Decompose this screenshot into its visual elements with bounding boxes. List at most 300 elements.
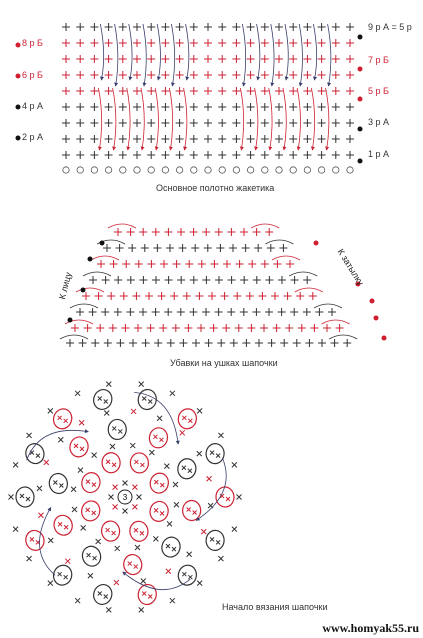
grid-plus-stitch xyxy=(261,151,269,159)
chart1-left-label-1: 8 р Б xyxy=(22,38,43,48)
grid-plus-stitch xyxy=(62,39,70,47)
ear-plus-stitch xyxy=(230,339,238,347)
chart2-left-label: К лицу xyxy=(57,271,74,301)
outer-cross xyxy=(237,495,242,500)
grid-plus-stitch xyxy=(204,135,212,143)
stitch-arrow xyxy=(299,24,302,86)
ear-plus-stitch xyxy=(84,324,92,332)
grid-plus-stitch xyxy=(147,151,155,159)
middle-puff xyxy=(182,500,201,520)
ear-plus-stitch xyxy=(116,244,124,252)
grid-plus-stitch xyxy=(105,151,113,159)
ear-plus-stitch xyxy=(142,339,150,347)
ear-plus-stitch xyxy=(210,324,218,332)
ear-plus-stitch xyxy=(284,292,292,300)
puff-cross xyxy=(112,463,116,467)
ring-cross xyxy=(180,430,185,435)
puff-cross xyxy=(182,572,186,576)
ear-plus-stitch xyxy=(205,339,213,347)
ring-cross xyxy=(65,559,70,564)
grid-plus-stitch xyxy=(190,119,198,127)
chain-stitch xyxy=(304,167,310,173)
ring-cross xyxy=(173,482,178,487)
decrease-arc xyxy=(91,256,119,260)
ear-plus-stitch xyxy=(197,324,205,332)
ear-plus-stitch xyxy=(221,292,229,300)
grid-plus-stitch xyxy=(62,71,70,79)
outer-cross xyxy=(13,527,18,532)
row-dot xyxy=(100,241,105,246)
grid-plus-stitch xyxy=(346,39,354,47)
middle-puff xyxy=(159,535,182,559)
grid-plus-stitch xyxy=(105,39,113,47)
chain-stitch xyxy=(205,167,211,173)
ear-plus-stitch xyxy=(97,260,105,268)
ear-plus-stitch xyxy=(95,292,103,300)
grid-plus-stitch xyxy=(289,23,297,31)
grid-plus-stitch xyxy=(90,135,98,143)
puff-cross xyxy=(104,594,108,598)
grid-plus-stitch xyxy=(303,87,311,95)
grid-plus-stitch xyxy=(147,39,155,47)
grid-plus-stitch xyxy=(119,103,127,111)
stitch-arrow-red xyxy=(127,88,130,150)
ear-plus-stitch xyxy=(147,260,155,268)
grid-plus-stitch xyxy=(261,119,269,127)
center-cross xyxy=(113,504,118,509)
grid-plus-stitch xyxy=(133,87,141,95)
chain-stitch xyxy=(77,167,83,173)
ring-cross xyxy=(187,552,192,557)
ear-plus-stitch xyxy=(208,292,216,300)
ear-plus-stitch xyxy=(258,292,266,300)
puff-cross xyxy=(98,397,102,401)
ear-plus-stitch xyxy=(285,324,293,332)
puff-cross xyxy=(166,544,170,548)
ear-plus-stitch xyxy=(177,228,185,236)
ear-plus-stitch xyxy=(134,324,142,332)
chain-stitch xyxy=(148,167,154,173)
ring-cross xyxy=(71,487,76,492)
grid-plus-stitch xyxy=(105,135,113,143)
ring-cross xyxy=(153,536,158,541)
grid-plus-stitch xyxy=(261,87,269,95)
ring-cross xyxy=(96,539,101,544)
outer-puff xyxy=(24,528,47,552)
ear-plus-stitch xyxy=(227,308,235,316)
decrease-arc xyxy=(322,320,350,324)
puff-cross xyxy=(30,537,34,541)
row-dot xyxy=(358,97,363,102)
stitch-arrow xyxy=(186,24,189,80)
grid-plus-stitch xyxy=(133,151,141,159)
grid-plus-stitch xyxy=(76,135,84,143)
stitch-arrow xyxy=(171,24,174,86)
grid-plus-stitch xyxy=(76,55,84,63)
grid-plus-stitch xyxy=(289,87,297,95)
grid-plus-stitch xyxy=(303,23,311,31)
ear-plus-stitch xyxy=(248,260,256,268)
ear-plus-stitch xyxy=(173,260,181,268)
ear-plus-stitch xyxy=(127,228,135,236)
grid-plus-stitch xyxy=(90,151,98,159)
puff-cross xyxy=(98,591,102,595)
ear-plus-stitch xyxy=(147,324,155,332)
grid-plus-stitch xyxy=(119,23,127,31)
ear-plus-stitch xyxy=(195,292,203,300)
stitch-arrow-red xyxy=(311,88,314,150)
outer-cross xyxy=(218,433,223,438)
grid-plus-stitch xyxy=(303,39,311,47)
puff-cross xyxy=(20,494,24,498)
grid-plus-stitch xyxy=(90,87,98,95)
puff-cross xyxy=(112,426,116,430)
chain-stitch xyxy=(162,167,168,173)
ear-plus-stitch xyxy=(184,324,192,332)
ear-plus-stitch xyxy=(122,260,130,268)
ear-plus-stitch xyxy=(179,244,187,252)
ear-plus-stitch xyxy=(261,260,269,268)
grid-plus-stitch xyxy=(176,87,184,95)
puff-cross xyxy=(148,400,152,404)
ear-plus-stitch xyxy=(279,244,287,252)
ear-plus-stitch xyxy=(76,308,84,316)
stitch-arrow xyxy=(285,24,288,80)
outer-puff xyxy=(177,564,199,587)
grid-plus-stitch xyxy=(105,23,113,31)
grid-plus-stitch xyxy=(261,103,269,111)
grid-plus-stitch xyxy=(133,135,141,143)
middle-puff xyxy=(108,419,126,439)
ear-plus-stitch xyxy=(202,308,210,316)
chain-stitch xyxy=(318,167,324,173)
row-dot xyxy=(358,159,363,164)
outer-cross xyxy=(48,581,53,586)
puff-cross xyxy=(216,540,220,544)
ring-cross xyxy=(201,529,206,534)
chain-stitch xyxy=(191,167,197,173)
grid-plus-stitch xyxy=(161,135,169,143)
ear-plus-stitch xyxy=(66,339,74,347)
puff-cross xyxy=(106,528,110,532)
ear-plus-stitch xyxy=(328,308,336,316)
ear-plus-stitch xyxy=(240,276,248,284)
grid-plus-stitch xyxy=(90,55,98,63)
puff-cross xyxy=(160,483,164,487)
ear-plus-stitch xyxy=(265,276,273,284)
puff-cross xyxy=(58,572,62,576)
ring-cross xyxy=(131,409,136,414)
grid-plus-stitch xyxy=(105,87,113,95)
ear-plus-stitch xyxy=(132,292,140,300)
row-dot xyxy=(358,67,363,72)
stitch-arrow-red xyxy=(113,88,116,150)
grid-plus-stitch xyxy=(161,103,169,111)
outer-puff xyxy=(205,530,225,552)
grid-plus-stitch xyxy=(346,71,354,79)
grid-plus-stitch xyxy=(204,55,212,63)
decrease-arc xyxy=(251,224,279,228)
ring-cross xyxy=(81,525,86,530)
ear-plus-stitch xyxy=(291,276,299,284)
center-number: 3 xyxy=(122,493,128,502)
grid-plus-stitch xyxy=(332,103,340,111)
grid-plus-stitch xyxy=(275,151,283,159)
grid-plus-stitch xyxy=(318,119,326,127)
decrease-arc xyxy=(108,224,136,228)
puff-cross xyxy=(86,508,90,512)
grid-plus-stitch xyxy=(261,39,269,47)
row-dot xyxy=(68,318,73,323)
grid-plus-stitch xyxy=(332,119,340,127)
puff-cross xyxy=(86,480,90,484)
chain-stitch xyxy=(105,167,111,173)
ring-cross xyxy=(115,546,120,551)
ear-plus-stitch xyxy=(298,324,306,332)
puff-cross xyxy=(93,556,97,560)
ear-plus-stitch xyxy=(101,308,109,316)
grid-plus-stitch xyxy=(275,103,283,111)
outer-puff xyxy=(15,486,35,507)
outer-cross xyxy=(75,391,80,396)
ear-plus-stitch xyxy=(189,308,197,316)
ring-cross xyxy=(37,486,42,491)
chart2-caption: Убавки на ушках шапочки xyxy=(170,358,278,368)
grid-plus-stitch xyxy=(346,103,354,111)
puff-cross xyxy=(36,454,40,458)
grid-plus-stitch xyxy=(62,87,70,95)
center-cross xyxy=(123,509,128,514)
grid-plus-stitch xyxy=(161,23,169,31)
ear-plus-stitch xyxy=(253,276,261,284)
center-cross xyxy=(123,481,128,486)
outer-cross xyxy=(218,556,223,561)
grid-plus-stitch xyxy=(90,119,98,127)
inner-puff xyxy=(148,471,171,495)
grid-plus-stitch xyxy=(133,103,141,111)
watermark: www.homyak55.ru xyxy=(322,621,419,635)
grid-plus-stitch xyxy=(218,87,226,95)
ear-plus-stitch xyxy=(165,276,173,284)
row-dot xyxy=(16,74,21,79)
ear-plus-stitch xyxy=(152,228,160,236)
row-dot xyxy=(314,241,319,246)
outer-cross xyxy=(197,408,202,413)
puff-cross xyxy=(134,460,138,464)
outer-cross xyxy=(48,408,53,413)
chain-stitch xyxy=(333,167,339,173)
ring-cross xyxy=(157,416,162,421)
grid-plus-stitch xyxy=(346,119,354,127)
ear-plus-stitch xyxy=(303,308,311,316)
ring-cross xyxy=(167,521,172,526)
ring-cross xyxy=(174,502,179,507)
outer-cross xyxy=(27,556,32,561)
grid-plus-stitch xyxy=(62,135,70,143)
grid-plus-stitch xyxy=(289,55,297,63)
grid-plus-stitch xyxy=(176,55,184,63)
outer-cross xyxy=(13,462,18,467)
ear-plus-stitch xyxy=(79,339,87,347)
row-dot xyxy=(370,299,375,304)
ear-plus-stitch xyxy=(336,324,344,332)
ear-plus-stitch xyxy=(114,308,122,316)
outer-cross xyxy=(197,581,202,586)
chain-stitch xyxy=(91,167,97,173)
grid-plus-stitch xyxy=(261,135,269,143)
stitch-arrow-red xyxy=(184,88,187,150)
grid-plus-stitch xyxy=(232,103,240,111)
grid-plus-stitch xyxy=(247,55,255,63)
puff-cross xyxy=(142,591,146,595)
puff-cross xyxy=(153,435,157,439)
ear-plus-stitch xyxy=(159,324,167,332)
ear-plus-stitch xyxy=(170,292,178,300)
decrease-arc xyxy=(265,240,293,244)
grid-plus-stitch xyxy=(318,151,326,159)
ear-plus-stitch xyxy=(229,244,237,252)
ear-plus-stitch xyxy=(278,308,286,316)
grid-plus-stitch xyxy=(204,87,212,95)
ear-plus-stitch xyxy=(246,292,254,300)
ear-plus-stitch xyxy=(164,228,172,236)
grid-plus-stitch xyxy=(346,87,354,95)
stitch-arrow-red xyxy=(283,88,286,150)
puff-cross xyxy=(64,419,68,423)
ear-plus-stitch xyxy=(265,308,273,316)
decrease-arc xyxy=(295,288,323,292)
ring-cross xyxy=(58,437,63,442)
grid-plus-stitch xyxy=(119,55,127,63)
grid-plus-stitch xyxy=(303,151,311,159)
puff-cross xyxy=(92,483,96,487)
grid-plus-stitch xyxy=(218,55,226,63)
grid-plus-stitch xyxy=(76,151,84,159)
puff-cross xyxy=(160,511,164,515)
grid-plus-stitch xyxy=(232,39,240,47)
grid-plus-stitch xyxy=(62,103,70,111)
ear-plus-stitch xyxy=(296,292,304,300)
stitch-arrow xyxy=(115,24,118,86)
ear-plus-stitch xyxy=(252,308,260,316)
outer-cross xyxy=(106,382,111,387)
grid-plus-stitch xyxy=(318,39,326,47)
ear-plus-stitch xyxy=(323,324,331,332)
grid-plus-stitch xyxy=(247,119,255,127)
decrease-arc xyxy=(314,304,342,308)
row-dot xyxy=(382,336,387,341)
puff-cross xyxy=(188,575,192,579)
ear-plus-stitch xyxy=(280,339,288,347)
ear-plus-stitch xyxy=(71,324,79,332)
ear-plus-stitch xyxy=(273,324,281,332)
grid-plus-stitch xyxy=(247,39,255,47)
grid-plus-stitch xyxy=(318,87,326,95)
grid-plus-stitch xyxy=(204,103,212,111)
grid-plus-stitch xyxy=(76,119,84,127)
grid-plus-stitch xyxy=(176,23,184,31)
decrease-arc xyxy=(272,256,300,260)
puff-cross xyxy=(128,562,132,566)
decrease-arc xyxy=(329,335,357,339)
row-dot xyxy=(81,288,86,293)
ear-plus-stitch xyxy=(164,308,172,316)
chain-stitch xyxy=(176,167,182,173)
stitch-arrow xyxy=(100,24,103,80)
ear-plus-stitch xyxy=(103,244,111,252)
grid-plus-stitch xyxy=(218,135,226,143)
outer-cross xyxy=(75,598,80,603)
grid-plus-stitch xyxy=(346,55,354,63)
puff-cross xyxy=(182,466,186,470)
spiral-arrow xyxy=(39,508,55,576)
grid-plus-stitch xyxy=(204,23,212,31)
ear-plus-stitch xyxy=(139,308,147,316)
grid-plus-stitch xyxy=(232,55,240,63)
puff-cross xyxy=(154,480,158,484)
puff-cross xyxy=(140,463,144,467)
grid-plus-stitch xyxy=(232,71,240,79)
ear-plus-stitch xyxy=(166,244,174,252)
chart1-left-label-2: 6 р Б xyxy=(22,70,43,80)
puff-cross xyxy=(26,497,30,501)
chain-stitch xyxy=(247,167,253,173)
chart1-right-label-5: 1 р А xyxy=(368,149,390,159)
ear-plus-stitch xyxy=(190,276,198,284)
stitch-arrow xyxy=(328,24,331,86)
outer-cross xyxy=(170,598,175,603)
grid-plus-stitch xyxy=(204,71,212,79)
puff-cross xyxy=(148,594,152,598)
stitch-arrow-red xyxy=(98,88,101,150)
grid-plus-stitch xyxy=(232,151,240,159)
stitch-arrow xyxy=(143,24,146,86)
grid-plus-stitch xyxy=(232,23,240,31)
stitch-arrow-red xyxy=(155,88,158,150)
grid-plus-stitch xyxy=(62,55,70,63)
grid-plus-stitch xyxy=(247,87,255,95)
grid-plus-stitch xyxy=(289,119,297,127)
ear-plus-stitch xyxy=(290,308,298,316)
grid-plus-stitch xyxy=(105,119,113,127)
grid-plus-stitch xyxy=(218,119,226,127)
ring-cross xyxy=(92,453,97,458)
ring-cross xyxy=(164,464,169,469)
ear-plus-stitch xyxy=(114,228,122,236)
puff-cross xyxy=(216,454,220,458)
grid-plus-stitch xyxy=(318,23,326,31)
grid-plus-stitch xyxy=(161,119,169,127)
grid-plus-stitch xyxy=(218,71,226,79)
ring-cross xyxy=(197,451,202,456)
ear-plus-stitch xyxy=(141,244,149,252)
grid-plus-stitch xyxy=(218,23,226,31)
grid-plus-stitch xyxy=(76,23,84,31)
grid-plus-stitch xyxy=(346,23,354,31)
grid-plus-stitch xyxy=(275,55,283,63)
grid-plus-stitch xyxy=(232,119,240,127)
ear-plus-stitch xyxy=(160,260,168,268)
grid-plus-stitch xyxy=(303,71,311,79)
grid-plus-stitch xyxy=(332,55,340,63)
center-cross xyxy=(137,495,142,500)
decrease-arc xyxy=(76,288,104,292)
grid-plus-stitch xyxy=(232,87,240,95)
ear-plus-stitch xyxy=(191,244,199,252)
outer-cross xyxy=(106,607,111,612)
row-dot xyxy=(16,43,21,48)
ring-cross xyxy=(79,420,84,425)
